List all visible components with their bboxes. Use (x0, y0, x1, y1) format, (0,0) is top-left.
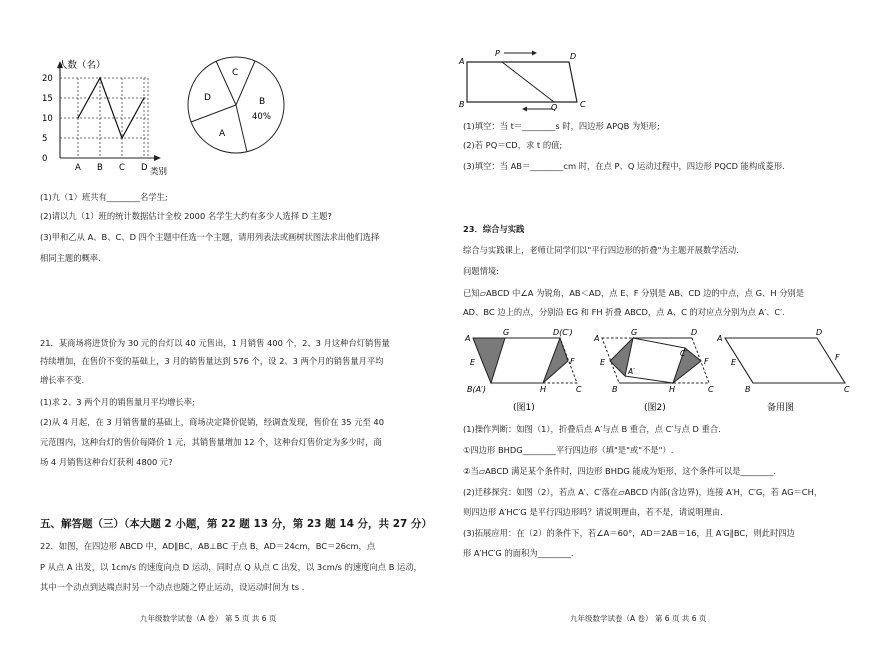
section5-heading: 五、解答题（三）（本大题 2 小题，第 22 题 13 分，第 23 题 14 分，共 27 分） (40, 518, 432, 530)
pie-label-b: B (259, 97, 266, 107)
fig3-label-c: C (844, 385, 850, 394)
q22-line1: 22．如图，在四边形 ABCD 中，AD∥BC，AB⊥BC 于点 B，AD＝24cm，BC＝26cm，点 (40, 541, 376, 551)
fig2-label-d: D (691, 328, 698, 337)
fig1-label-a: A (465, 334, 471, 343)
data-point (99, 77, 101, 79)
q23-part1-sub2: ②当▱ABCD 满足某个条件时，四边形 BHDG 能成为矩形，这个条件可以是________. (463, 466, 777, 476)
q21-line5: (2)从 4 月起，在 3 月销售量的基础上，商场决定降价促销，经调查发现，售价在 35 元至 40 (40, 417, 384, 427)
q22-figure (457, 44, 597, 114)
fig3-label-b: B (745, 385, 751, 394)
fig3-label-f: F (835, 353, 840, 362)
fig1-label-g: G (503, 328, 510, 337)
q23-intro: 综合与实践课上，老师让同学们以"平行四边形的折叠"为主题开展数学活动. (463, 245, 739, 255)
fig2-label-a-prime: A′ (628, 367, 635, 376)
pie-divider-ba (236, 105, 247, 152)
fig2-edge-c2g (633, 338, 685, 348)
q21-line3: 增长率不变. (40, 375, 85, 385)
fig1-label-d: D(C′) (553, 328, 573, 337)
q21-line7: 场 4 月销售这种台灯获利 4800 元? (40, 457, 173, 467)
q22-label-p: P (495, 49, 500, 58)
q22-part1: (1)填空：当 t＝________s 时，四边形 APQB 为矩形; (463, 121, 660, 131)
fig2-label-a: A (594, 334, 600, 343)
right-page (435, 0, 870, 657)
fig3-label-a: A (717, 334, 723, 343)
q22-label-d: D (570, 52, 577, 61)
q22-label-c: C (580, 100, 586, 109)
fig2-label-c-prime: C′ (680, 349, 687, 358)
q22-line3: 其中一个动点到达端点时另一个动点也随之停止运动，设运动时间为 ts . (40, 582, 305, 592)
fig2-folded-right (673, 348, 701, 383)
q23-part2-line1: (2)迁移探究：如图（2），若点 A′、C′落在▱ABCD 内部(含边界)，连接 A′H，C′G，若 AG＝CH， (463, 487, 823, 497)
q22-quadrilateral (467, 62, 577, 102)
q20-part1: (1)九（1）班共有________名学生; (40, 192, 168, 202)
figure-backup (716, 328, 850, 413)
line-chart (40, 52, 190, 177)
q23-part2-line2: 则四边形 A′HC′G 是平行四边形吗？请说明理由，若不是，请说明理由. (463, 507, 723, 517)
pie-label-d: D (204, 93, 211, 103)
q23-part1: (1)操作判断：如图（1），折叠后点 A′与点 B 重合，点 C′与点 D 重合. (463, 424, 721, 434)
fig1-folded-right (543, 338, 568, 383)
y-tick-label: 15 (42, 94, 53, 104)
y-tick-label: 20 (42, 74, 53, 84)
pie-divider-ad (191, 105, 236, 122)
pie-chart (180, 52, 295, 162)
q21-line6: 元范围内，这种台灯的售价每降价 1 元，其销售量增加 12 个，这种台灯售价定为多少时，商 (40, 437, 382, 447)
fig2-label-f: F (704, 357, 709, 366)
q21-line1: 21．某商场将进货价为 30 元的台灯以 40 元售出，1 月销售 400 个，2、3 月这种台灯销售量 (40, 338, 390, 348)
fig1-label-b: B(A′) (467, 385, 487, 394)
left-footer: 九年级数学试卷（A 卷） 第 5 页 共 6 页 (140, 614, 277, 623)
q22-segment-pq (502, 62, 554, 102)
pie-label-c: C (232, 68, 239, 78)
q22-label-a: A (459, 57, 465, 66)
x-tick-label: D (141, 163, 148, 173)
data-point (77, 117, 79, 119)
fig2-label-e: E (600, 358, 606, 367)
x-tick-label: C (119, 163, 125, 173)
figure-1 (464, 328, 582, 413)
x-axis-arrow (154, 155, 161, 161)
x-tick-label: A (75, 163, 81, 173)
fig2-caption: (图2) (644, 403, 666, 413)
q21-line4: (1)求 2、3 两个月的销售量月平均增长率; (40, 397, 195, 407)
pie-label-a: A (219, 129, 226, 139)
figure-2 (593, 328, 714, 413)
fig2-label-h: H (669, 385, 676, 394)
data-point (121, 137, 123, 139)
q22-label-b: B (459, 100, 465, 109)
right-footer: 九年级数学试卷（A 卷） 第 6 页 共 6 页 (570, 614, 707, 623)
fig3-parallelogram (725, 338, 845, 383)
data-point (143, 97, 145, 99)
q22-arrowhead-p (532, 51, 537, 56)
q22-part2: (2)若 PQ＝CD，求 t 的值; (463, 140, 563, 150)
y-tick-label: 5 (42, 134, 48, 144)
fig3-label-d: D (816, 328, 823, 337)
fig1-side-gh (505, 338, 543, 383)
fig1-folded-left (473, 338, 505, 383)
q23-figures (455, 326, 855, 416)
q23-title: 23．综合与实践 (463, 224, 525, 234)
q23-part3-line2: 形 A′HC′G 的面积为________. (463, 548, 574, 558)
x-tick-label: B (97, 163, 103, 173)
fig2-edge-a2h (625, 376, 673, 383)
fig3-caption: 备用图 (767, 403, 795, 413)
q21-line2: 持续增加，在售价不变的基础上，3 月的销售量达到 576 个，设 2、3 两个月的销售量月平均 (40, 356, 384, 366)
data-line (78, 78, 144, 138)
q23-part3-line1: (3)拓展应用：在（2）的条件下，若∠A＝60°，AD＝2AB＝16，且 A′G∥BC，则此时四边 (463, 528, 795, 538)
q22-part3: (3)填空：当 AB＝________cm 时，在点 P、Q 运动过程中，四边形 PQCD 能构成菱形. (463, 161, 785, 171)
q20-part3-line1: (3)甲和乙从 A、B、C、D 四个主题中任选一个主题，请用列表法或画树状图法求出他们选择 (40, 232, 380, 242)
fig1-label-h: H (540, 385, 547, 394)
q20-part2: (2)请以九（1）班的统计数据估计全校 2000 名学生大约有多少人选择 D 主题? (40, 211, 332, 221)
fig1-caption: (图1) (513, 403, 535, 413)
q23-scenario-label: 问题情境: (463, 266, 499, 276)
fig1-label-e: E (470, 358, 476, 367)
q20-part3-line2: 相同主题的概率. (40, 253, 101, 263)
fig3-label-e: E (731, 358, 737, 367)
q23-condition-line1: 已知▱ABCD 中∠A 为锐角，AB＜AD，点 E、F 分别是 AB、CD 边的中点，点 G、H 分别是 (463, 288, 805, 298)
y-tick-label: 10 (42, 114, 53, 124)
fig2-label-c: C (708, 385, 714, 394)
fig2-label-b: B (612, 385, 618, 394)
q22-line2: P 从点 A 出发，以 1cm/s 的速度向点 D 运动，同时点 Q 从点 C 出发，以 3cm/s 的速度向点 B 运动， (40, 562, 422, 572)
line-chart-xlabel: 类别 (150, 167, 168, 177)
pie-divider-cb (236, 61, 255, 105)
q23-condition-line2: AD、BC 边上的点，分别沿 EG 和 FH 折叠 ABCD，点 A、C 的对应点分别为点 A′、C′. (463, 307, 785, 317)
q23-part1-sub1: ①四边形 BHDG________平行四边形（填"是"或"不是"）. (463, 445, 674, 455)
fig2-label-g: G (631, 328, 638, 337)
line-chart-ylabel: 人数（名） (58, 60, 106, 71)
y-tick-label: 0 (42, 154, 48, 164)
fig1-label-c: C (576, 385, 582, 394)
pie-label-b-percent: 40% (252, 112, 271, 122)
q22-label-q: Q (551, 103, 558, 112)
fig1-label-f: F (570, 357, 575, 366)
q22-arrowhead-q (522, 107, 527, 112)
